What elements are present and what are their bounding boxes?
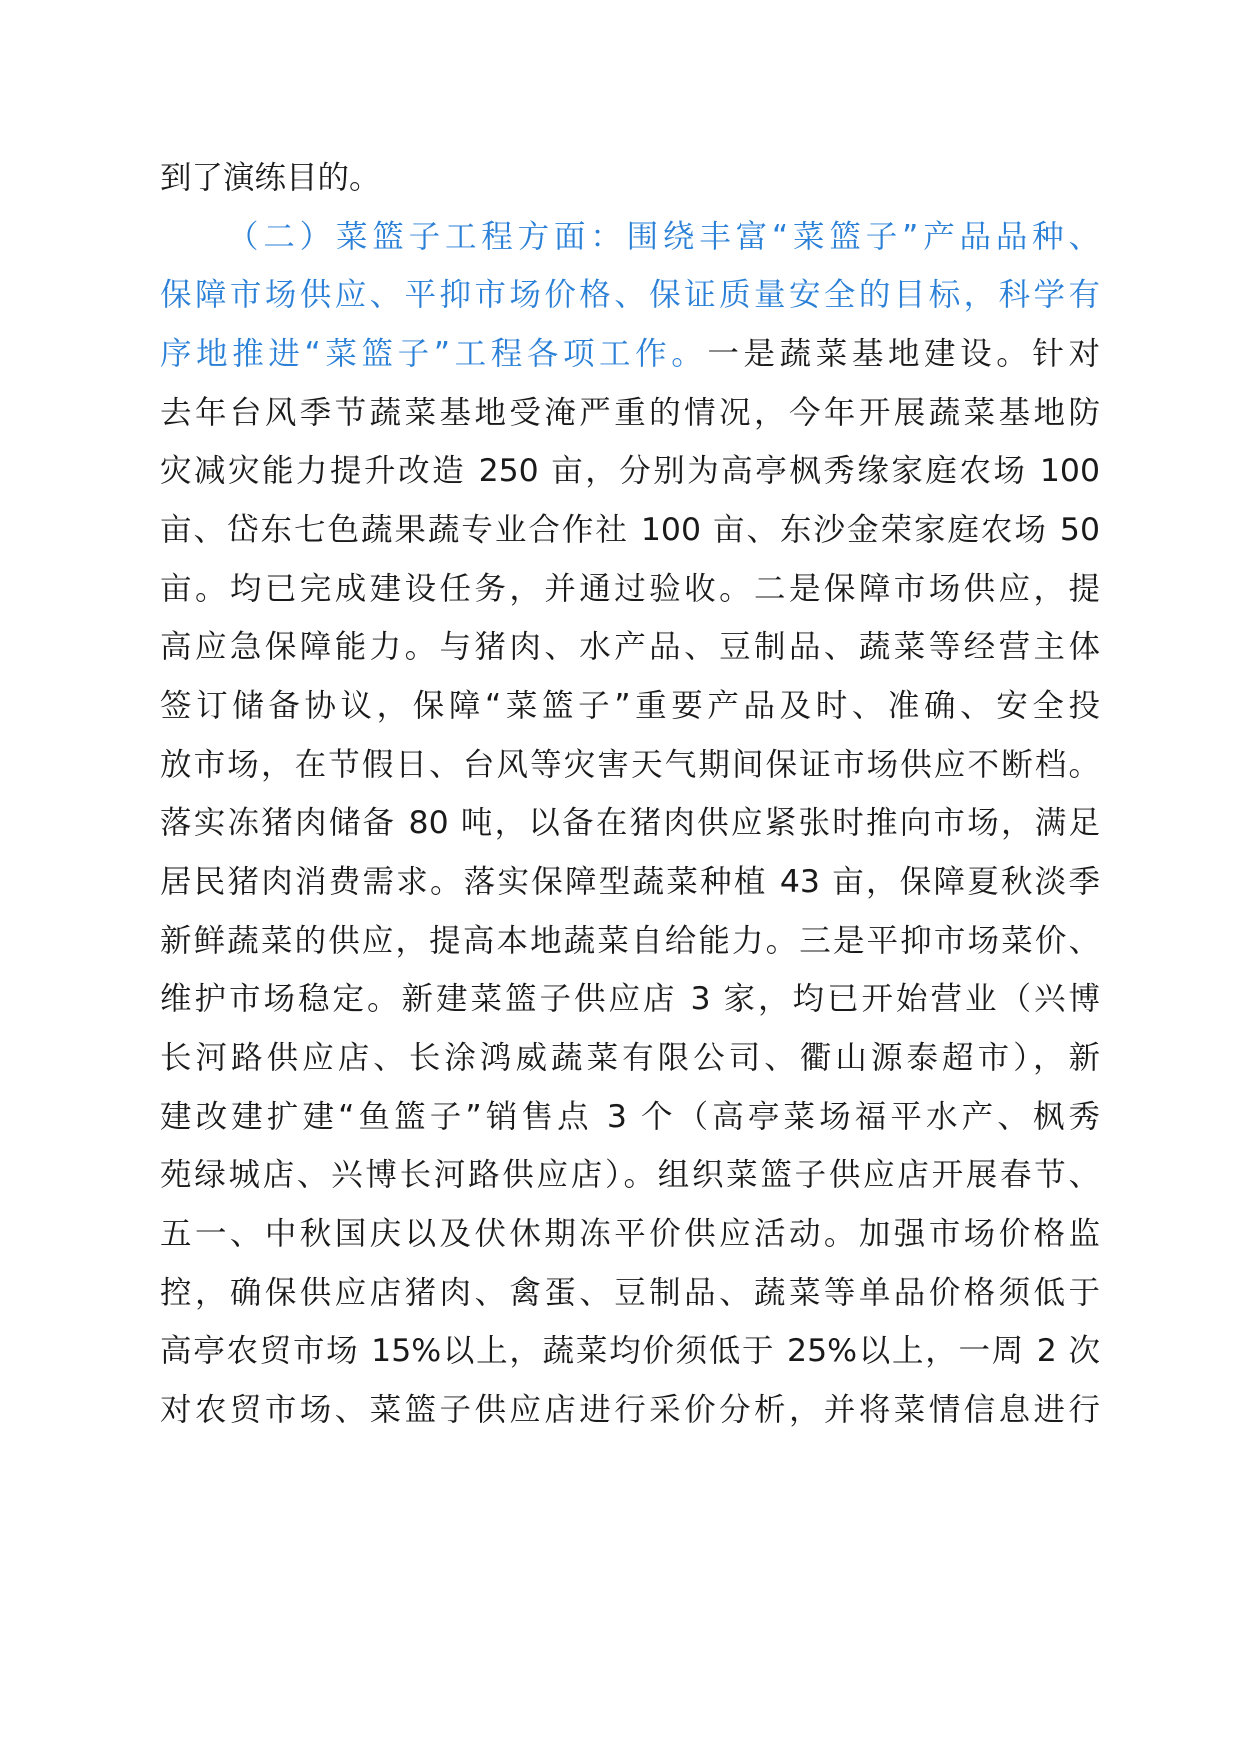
- text-line: [160, 1143, 1100, 1207]
- section-heading-line: [227, 205, 1100, 269]
- text-segment: 长河路供应店、长涂鸿威蔬菜有限公司、衢山源泰超市），新: [160, 1040, 1100, 1076]
- text-segment: 高应急保障能力。与猪肉、水产品、豆制品、蔬菜等经营主体: [160, 629, 1100, 665]
- text-line: [160, 1319, 1100, 1383]
- text-line: [160, 1261, 1100, 1325]
- section-heading: 序地推进“菜篮子”工程各项工作。: [160, 336, 708, 372]
- text-segment: 五一、中秋国庆以及伏休期冻平价供应活动。加强市场价格监: [160, 1216, 1100, 1252]
- text-segment: 去年台风季节蔬菜基地受淹严重的情况，今年开展蔬菜基地防: [160, 395, 1100, 431]
- text-segment: 放市场，在节假日、台风等灾害天气期间保证市场供应不断档。: [160, 747, 1100, 783]
- text-line: [160, 615, 1100, 679]
- text-segment: 对农贸市场、菜篮子供应店进行采价分析，并将菜情信息进行: [160, 1392, 1100, 1428]
- text-line: [160, 733, 1100, 797]
- text-line: [160, 146, 1100, 210]
- text-segment: 落实冻猪肉储备 80 吨，以备在猪肉供应紧张时推向市场，满足: [160, 805, 1100, 841]
- text-segment: 签订储备协议，保障“菜篮子”重要产品及时、准确、安全投: [160, 688, 1100, 724]
- text-line: [160, 557, 1100, 621]
- text-line: [160, 439, 1100, 503]
- text-segment: 亩、岱东七色蔬果蔬专业合作社 100 亩、东沙金荣家庭农场 50: [160, 512, 1100, 548]
- section-heading: （二）菜篮子工程方面：围绕丰富“菜篮子”产品品种、: [227, 219, 1100, 255]
- text-line: [160, 498, 1100, 562]
- text-line: [160, 909, 1100, 973]
- text-line: [160, 791, 1100, 855]
- text-segment: 居民猪肉消费需求。落实保障型蔬菜种植 43 亩，保障夏秋淡季: [160, 864, 1100, 900]
- text-segment: 灾减灾能力提升改造 250 亩，分别为高亭枫秀缘家庭农场 100: [160, 453, 1100, 489]
- text-line: [160, 1202, 1100, 1266]
- text-segment: 苑绿城店、兴博长河路供应店）。组织菜篮子供应店开展春节、: [160, 1157, 1100, 1193]
- text-line: [160, 967, 1100, 1031]
- text-segment: 一是蔬菜基地建设。针对: [707, 336, 1100, 372]
- text-segment: 高亭农贸市场 15%以上，蔬菜均价须低于 25%以上，一周 2 次: [160, 1333, 1100, 1369]
- text-segment: 维护市场稳定。新建菜篮子供应店 3 家，均已开始营业（兴博: [160, 981, 1100, 1017]
- text-line: [160, 1085, 1100, 1149]
- text-line: [160, 381, 1100, 445]
- text-segment: 亩。均已完成建设任务，并通过验收。二是保障市场供应，提: [160, 571, 1100, 607]
- text-line: [160, 1378, 1100, 1442]
- text-line: [160, 850, 1100, 914]
- text-segment: 到了演练目的。: [160, 160, 381, 196]
- section-heading-line: [160, 263, 1100, 327]
- text-line: [160, 322, 1100, 386]
- text-segment: 新鲜蔬菜的供应，提高本地蔬菜自给能力。三是平抑市场菜价、: [160, 923, 1100, 959]
- section-heading: 保障市场供应、平抑市场价格、保证质量安全的目标，科学有: [160, 277, 1100, 313]
- text-line: [160, 674, 1100, 738]
- text-line: [160, 1026, 1100, 1090]
- text-segment: 控，确保供应店猪肉、禽蛋、豆制品、蔬菜等单品价格须低于: [160, 1275, 1100, 1311]
- text-segment: 建改建扩建“鱼篮子”销售点 3 个（高亭菜场福平水产、枫秀: [160, 1099, 1100, 1135]
